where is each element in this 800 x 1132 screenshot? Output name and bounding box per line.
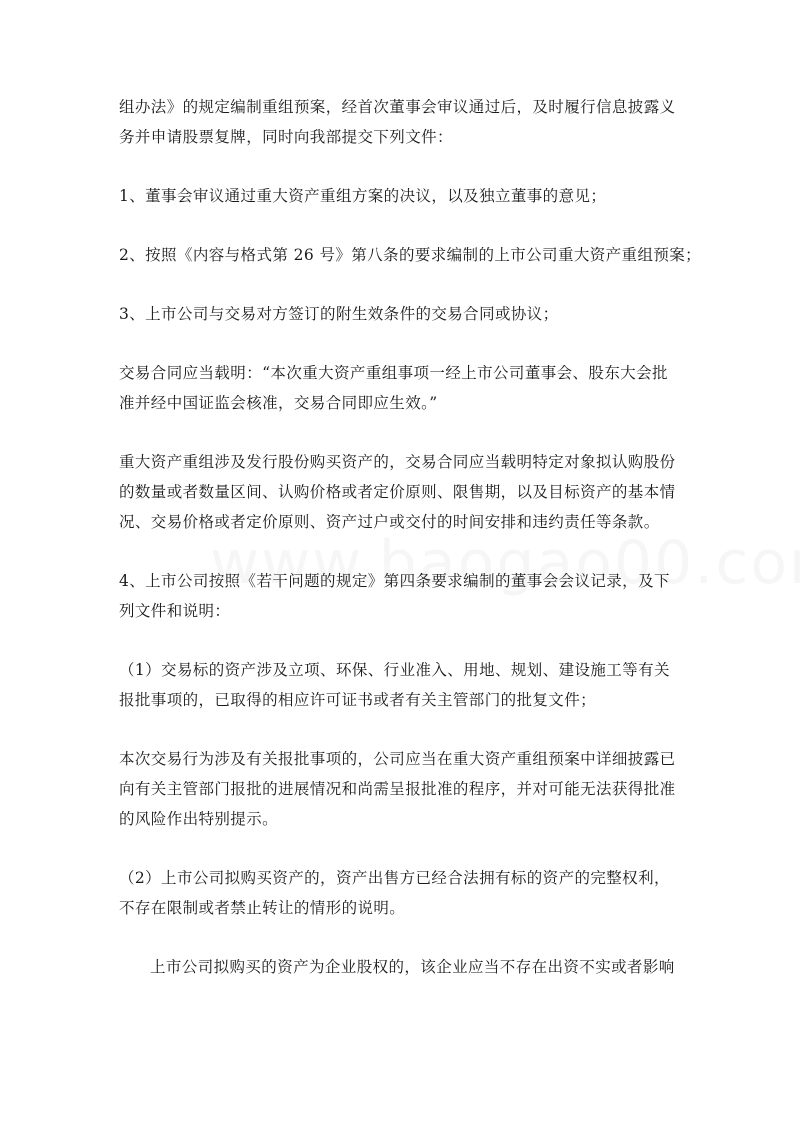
text-line: 务并申请股票复牌，同时向我部提交下列文件： [119,128,453,146]
paragraph-contract-statement [119,358,685,418]
text-line: 的风险作出特别提示。 [119,810,279,828]
text-line: 报批事项的，已取得的相应许可证书或者有关主管部门的批复文件； [119,691,597,709]
text-line: 向有关主管部门报批的进展情况和尚需呈报批准的程序，并对可能无法获得批准 [119,780,676,798]
text-line: 列文件和说明： [119,602,231,620]
text-line: 交易合同应当载明：“本次重大资产重组事项一经上市公司董事会、股东大会批 [119,364,668,382]
text-line: （1）交易标的资产涉及立项、环保、行业准入、用地、规划、建设施工等有关 [119,661,670,679]
text-line: 4、上市公司按照《若干问题的规定》第四条要求编制的董事会会议记录，及下 [119,572,670,590]
text-line: 2、按照《内容与格式第 26 号》第八条的要求编制的上市公司重大资产重组预案； [119,246,702,264]
list-item-4 [119,566,685,626]
text-line: 上市公司拟购买的资产为企业股权的，该企业应当不存在出资不实或者影响 [150,958,675,976]
sub-item-1 [119,655,685,715]
paragraph-intro [119,92,685,152]
list-item-3 [119,299,685,329]
text-line: （2）上市公司拟购买资产的，资产出售方已经合法拥有标的资产的完整权利， [119,869,670,887]
text-line: 的数量或者数量区间、认购价格或者定价原则、限售期，以及目标资产的基本情 [119,483,676,501]
text-line: 1、董事会审议通过重大资产重组方案的决议，以及独立董事的意见； [119,187,607,205]
paragraph-equity-assets [119,952,685,982]
text-line: 不存在限制或者禁止转让的情形的说明。 [119,899,406,917]
text-line: 况、交易价格或者定价原则、资产过户或交付的时间安排和违约责任等条款。 [119,513,660,531]
list-item-1 [119,181,685,211]
text-line: 重大资产重组涉及发行股份购买资产的，交易合同应当载明特定对象拟认购股份 [119,453,676,471]
text-line: 准并经中国证监会核准，交易合同即应生效。” [119,394,438,412]
text-line: 组办法》的规定编制重组预案，经首次董事会审议通过后，及时履行信息披露义 [119,98,676,116]
document-body [119,92,702,1011]
paragraph-approval-disclosure [119,744,685,834]
sub-item-2 [119,863,685,923]
list-item-2 [119,240,702,270]
text-line: 本次交易行为涉及有关报批事项的，公司应当在重大资产重组预案中详细披露已 [119,750,676,768]
text-line: 3、上市公司与交易对方签订的附生效条件的交易合同或协议； [119,305,559,323]
paragraph-share-issuance [119,447,685,537]
